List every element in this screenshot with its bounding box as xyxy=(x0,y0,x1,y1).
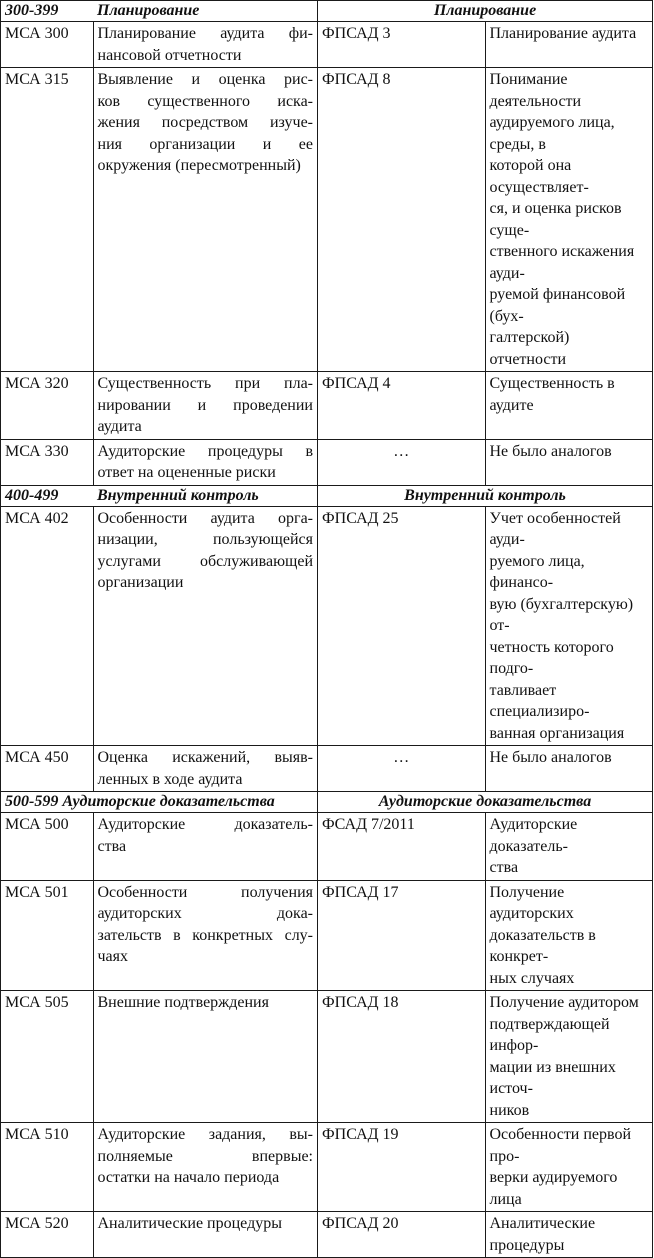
table-row xyxy=(1,1123,653,1212)
fsad-title-line: Не было аналогов xyxy=(489,749,612,766)
fsad-title-line: ственного искажения ауди- xyxy=(489,243,635,282)
msa-code: МСА 500 xyxy=(1,813,94,881)
msa-title xyxy=(93,68,318,372)
msa-title-line: ленных в ходе аудита xyxy=(97,770,243,788)
fsad-title xyxy=(485,22,653,68)
fsad-code: ФПСАД 19 xyxy=(318,1123,486,1212)
section-title-fsad: Планирование xyxy=(318,1,653,22)
msa-code: МСА 450 xyxy=(1,746,94,792)
fsad-title-line: Аудиторские доказатель- xyxy=(489,816,578,855)
table-row xyxy=(1,991,653,1123)
fsad-title xyxy=(485,372,653,440)
table-row xyxy=(1,506,653,746)
fsad-title-line: четность которого подго- xyxy=(489,638,614,677)
section-title-msa: Аудиторские доказательства xyxy=(62,793,275,810)
fsad-title-line: подтверждающей инфор- xyxy=(489,1015,610,1054)
msa-title xyxy=(93,880,318,991)
table-row xyxy=(1,813,653,881)
fsad-title-line: Существенность в аудите xyxy=(489,375,615,414)
fsad-title-line: ся, и оценка рисков суще- xyxy=(489,200,622,239)
section-code-and-title-msa xyxy=(1,792,318,813)
msa-title-line: ства xyxy=(97,837,127,855)
msa-title-line: Существенность при пла- xyxy=(97,375,313,392)
fsad-title xyxy=(485,68,653,372)
fsad-title-line: которой она осуществляет- xyxy=(489,157,589,196)
table-row xyxy=(1,439,653,485)
fsad-title-line: Аналитические процедуры xyxy=(489,1215,596,1254)
fsad-code: ФПСАД 3 xyxy=(318,22,486,68)
msa-title-line: аудита xyxy=(97,418,142,435)
fsad-code: ФПСАД 4 xyxy=(318,372,486,440)
fsad-title-line: Особенности первой про- xyxy=(489,1126,632,1165)
table-row xyxy=(1,746,653,792)
msa-title-line: нансовой отчетности xyxy=(97,46,242,64)
msa-title-line: зательств в конкретных слу- xyxy=(97,926,313,944)
section-title-msa: Внутренний контроль xyxy=(93,485,318,506)
fsad-title-line: Учет особенностей ауди- xyxy=(489,509,621,548)
fsad-code: ФПСАД 25 xyxy=(318,506,486,746)
msa-title xyxy=(93,1212,318,1258)
msa-title-line: полняемые впервые: xyxy=(97,1147,313,1165)
fsad-title xyxy=(485,439,653,485)
msa-title-line: услугами обслуживающей xyxy=(97,552,313,570)
section-header-500-599 xyxy=(1,792,653,813)
table-row xyxy=(1,372,653,440)
msa-code: МСА 505 xyxy=(1,991,94,1123)
fsad-title-line: ства xyxy=(489,859,519,876)
fsad-title xyxy=(485,880,653,991)
fsad-title-line: верки аудируемого лица xyxy=(489,1169,618,1208)
table-row xyxy=(1,68,653,372)
fsad-code: ФПСАД 18 xyxy=(318,991,486,1123)
fsad-title-line: Получение аудитором xyxy=(489,994,639,1011)
fsad-title-line: тавливает специализиро- xyxy=(489,681,590,720)
fsad-title xyxy=(485,991,653,1123)
msa-title-line: Планирование аудита фи- xyxy=(97,25,313,42)
msa-title xyxy=(93,372,318,440)
section-code: 500-599 xyxy=(5,793,59,810)
section-title-msa: Планирование xyxy=(93,1,318,22)
fsad-code: ФПСАД 8 xyxy=(318,68,486,372)
msa-title-line: нировании и проведении xyxy=(97,396,313,414)
msa-title xyxy=(93,746,318,792)
section-title-fsad: Внутренний контроль xyxy=(318,485,653,506)
msa-title xyxy=(93,22,318,68)
msa-code: МСА 300 xyxy=(1,22,94,68)
section-code: 300-399 xyxy=(1,1,94,22)
msa-title-line: Аудиторские доказатель- xyxy=(97,816,313,833)
msa-title-line: окружения (пересмотренный) xyxy=(97,157,301,174)
fsad-title-line: Получение аудиторских xyxy=(489,883,574,922)
msa-title-line: ответ на оцененные риски xyxy=(97,464,276,481)
table-body xyxy=(1,1,653,1258)
fsad-title-line: руемого лица, финансо- xyxy=(489,552,585,591)
msa-title-line: Аудиторские задания, вы- xyxy=(97,1126,313,1143)
fsad-title-line: ванная организация xyxy=(489,724,625,742)
fsad-title xyxy=(485,813,653,881)
fsad-title-line: мации из внешних источ- xyxy=(489,1058,616,1097)
fsad-title xyxy=(485,1212,653,1258)
msa-title-line: Оценка искажений, выяв- xyxy=(97,749,313,766)
fsad-code: ФПСАД 20 xyxy=(318,1212,486,1258)
fsad-title-line: Не было аналогов xyxy=(489,442,612,460)
msa-title xyxy=(93,813,318,881)
fsad-title-line: Планирование аудита xyxy=(489,25,637,42)
fsad-title-line: ных случаях xyxy=(489,969,575,987)
msa-title-line: организации xyxy=(97,574,184,591)
fsad-title-line: галтерской) отчетности xyxy=(489,329,570,368)
msa-code: МСА 320 xyxy=(1,372,94,440)
section-header-300-399 xyxy=(1,1,653,22)
msa-title-line: чаях xyxy=(97,948,129,965)
fsad-code: … xyxy=(318,439,486,485)
msa-title-line: ков существенного иска- xyxy=(97,92,313,110)
section-header-400-499 xyxy=(1,485,653,506)
fsad-title xyxy=(485,1123,653,1212)
fsad-code: ФСАД 7/2011 xyxy=(318,813,486,881)
fsad-title-line: Понимание деятельности xyxy=(489,71,582,110)
msa-title-line: низации, пользующейся xyxy=(97,531,313,548)
msa-title xyxy=(93,439,318,485)
msa-code: МСА 501 xyxy=(1,880,94,991)
table-row xyxy=(1,880,653,991)
fsad-title-line: вую (бухгалтерскую) от- xyxy=(489,595,634,634)
fsad-title xyxy=(485,506,653,746)
fsad-title-line: аудируемого лица, среды, в xyxy=(489,114,615,153)
msa-code: МСА 510 xyxy=(1,1123,94,1212)
msa-code: МСА 402 xyxy=(1,506,94,746)
msa-code: МСА 520 xyxy=(1,1212,94,1258)
fsad-code: … xyxy=(318,746,486,792)
section-title-fsad: Аудиторские доказательства xyxy=(318,792,653,813)
msa-title-line: остатки на начало периода xyxy=(97,1169,280,1186)
msa-title-line: жения посредством изуче- xyxy=(97,114,313,131)
msa-code: МСА 330 xyxy=(1,439,94,485)
fsad-title-line: руемой финансовой (бух- xyxy=(489,286,626,325)
msa-title-line: Аналитические процедуры xyxy=(97,1215,282,1232)
msa-title-line: Особенности получения xyxy=(97,883,313,901)
msa-title xyxy=(93,1123,318,1212)
fsad-title-line: ников xyxy=(489,1101,530,1119)
fsad-code: ФПСАД 17 xyxy=(318,880,486,991)
fsad-title-line: доказательств в конкрет- xyxy=(489,926,596,965)
msa-title xyxy=(93,991,318,1123)
table-row xyxy=(1,1212,653,1258)
msa-title-line: Выявление и оценка рис- xyxy=(97,71,313,88)
msa-title-line: Особенности аудита орга- xyxy=(97,509,313,527)
msa-title xyxy=(93,506,318,746)
table-row xyxy=(1,22,653,68)
msa-title-line: ния организации и ее xyxy=(97,135,313,153)
fsad-title xyxy=(485,746,653,792)
msa-title-line: аудиторских дока- xyxy=(97,905,313,922)
msa-title-line: Аудиторские процедуры в xyxy=(97,442,313,460)
section-code: 400-499 xyxy=(1,485,94,506)
msa-code: МСА 315 xyxy=(1,68,94,372)
msa-title-line: Внешние подтверждения xyxy=(97,994,269,1011)
